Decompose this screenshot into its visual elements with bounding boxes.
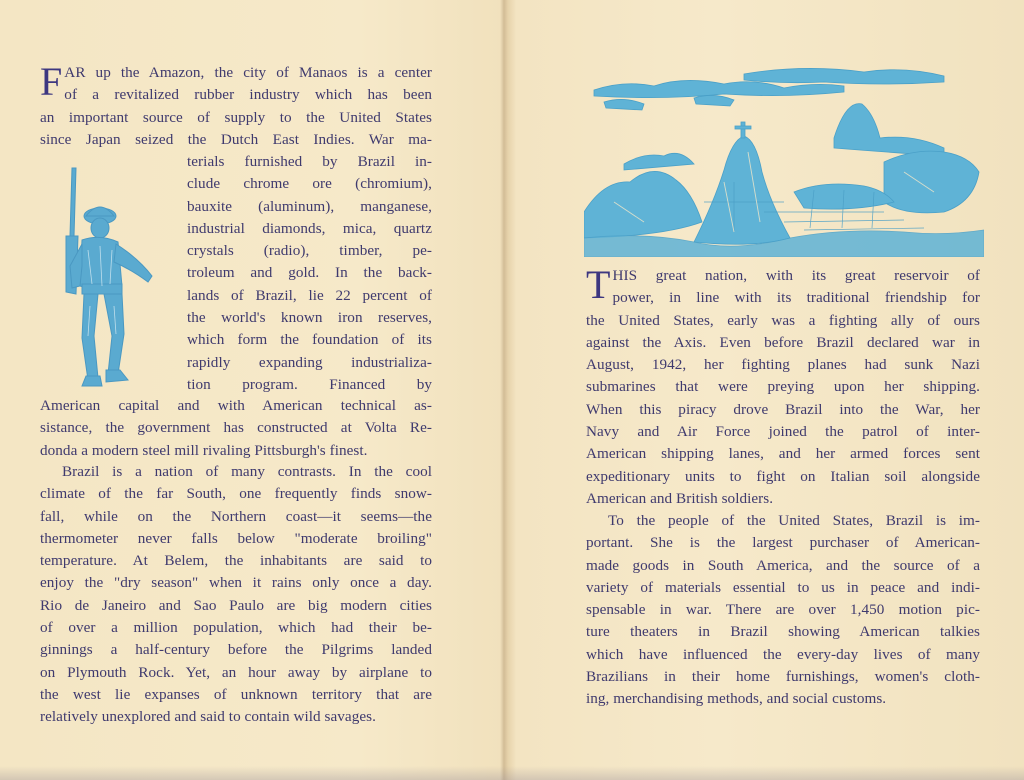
- text-line: American capital and with American technical as-: [40, 397, 432, 414]
- text-line: an important source of supply to the United States: [40, 108, 432, 126]
- text-line: When this piracy drove Brazil into the War, her: [586, 400, 980, 418]
- text-line: on Plymouth Rock. Yet, an hour away by airplane to: [40, 663, 432, 681]
- text-line: variety of materials essential to us in peace and indi-: [586, 578, 980, 596]
- right-page: [508, 0, 1024, 780]
- text-line: Navy and Air Force joined the patrol of inter-: [586, 423, 980, 441]
- text-line: tion program. Financed by: [187, 375, 432, 393]
- text-line: the west lie expanses of unknown territory that are: [40, 685, 432, 703]
- text-line: spensable in war. There are over 1,450 motion pic-: [586, 601, 980, 619]
- text-line: climate of the far South, one frequently finds snow-: [40, 485, 432, 503]
- page-gutter: [500, 0, 508, 780]
- text-line: August, 1942, her fighting planes had sunk Nazi: [586, 356, 980, 374]
- text-line: expeditionary units to fight on Italian soil alongside: [586, 467, 980, 485]
- text-line: industrial diamonds, mica, quartz: [187, 219, 432, 237]
- right-paragraph-2: [586, 510, 980, 711]
- text-line: fall, while on the Northern coast—it seems—the: [40, 507, 432, 525]
- text-line: American and British soldiers.: [586, 489, 774, 507]
- text-line: power, in line with its traditional friendship for: [612, 289, 980, 307]
- text-line: submarines that were preying upon her shipping.: [586, 378, 980, 396]
- text-line: ginnings a half-century before the Pilgrims landed: [40, 641, 432, 659]
- left-paragraph-2: [40, 461, 432, 729]
- text-line: Rio de Janeiro and Sao Paulo are big modern cities: [40, 596, 432, 614]
- text-line: relatively unexplored and said to contain wild savages.: [40, 708, 376, 726]
- text-line: lands of Brazil, lie 22 percent of: [187, 286, 432, 304]
- text-line: thermometer never falls below "moderate broiling": [40, 529, 432, 547]
- text-line: To the people of the United States, Brazil is im-: [608, 512, 980, 529]
- text-line: HIS great nation, with its great reservoir of: [612, 267, 980, 284]
- left-page: [0, 0, 500, 780]
- text-line: ing, merchandising methods, and social customs.: [586, 690, 887, 708]
- text-line: crystals (radio), timber, pe-: [187, 242, 432, 260]
- text-line: terials furnished by Brazil in-: [187, 153, 432, 170]
- text-line: troleum and gold. In the back-: [187, 264, 432, 282]
- text-line: ture theaters in Brazil showing American talkies: [586, 623, 980, 641]
- text-line: of a revitalized rubber industry which has been: [64, 86, 432, 104]
- right-paragraph-1: [586, 262, 980, 510]
- text-line: portant. She is the largest purchaser of American-: [586, 534, 980, 552]
- text-line: of over a million population, which had their be-: [40, 619, 432, 637]
- text-line: enjoy the "dry season" when it rains only once a day.: [40, 574, 432, 592]
- text-line: since Japan seized the Dutch East Indies. War ma-: [40, 130, 432, 148]
- text-line: American shipping lanes, and her armed forces sent: [586, 445, 980, 463]
- text-line: made goods in South America, and the source of a: [586, 556, 980, 574]
- text-line: which have influenced the every-day lives of many: [586, 645, 980, 663]
- text-line: against the Axis. Even before Brazil declared war in: [586, 333, 980, 351]
- text-line: rapidly expanding industrializa-: [187, 353, 432, 371]
- text-line: donda a modern steel mill rivaling Pittsburgh's finest.: [40, 441, 368, 459]
- text-line: AR up the Amazon, the city of Manaos is a center: [64, 64, 432, 81]
- text-line: the United States, early was a fighting ally of ours: [586, 311, 980, 329]
- dropcap-f: F: [40, 59, 63, 104]
- text-line: temperature. At Belem, the inhabitants are said to: [40, 552, 432, 570]
- left-paragraph-1-top: [40, 59, 432, 151]
- text-line: clude chrome ore (chromium),: [187, 175, 432, 193]
- soldier-illustration: [52, 166, 168, 396]
- text-line: Brazilians in their home furnishings, women's cloth-: [586, 668, 980, 686]
- dropcap-t: T: [586, 262, 611, 307]
- left-paragraph-1-bottom: [40, 395, 432, 462]
- text-line: which form the foundation of its: [187, 331, 432, 349]
- text-line: Brazil is a nation of many contrasts. In the cool: [62, 463, 432, 480]
- text-line: sistance, the government has constructed at Volta Re-: [40, 419, 432, 437]
- left-paragraph-1-narrow: [187, 151, 432, 396]
- text-line: the world's known iron reserves,: [187, 309, 432, 327]
- text-line: bauxite (aluminum), manganese,: [187, 197, 432, 215]
- rio-landscape-illustration: [584, 52, 984, 257]
